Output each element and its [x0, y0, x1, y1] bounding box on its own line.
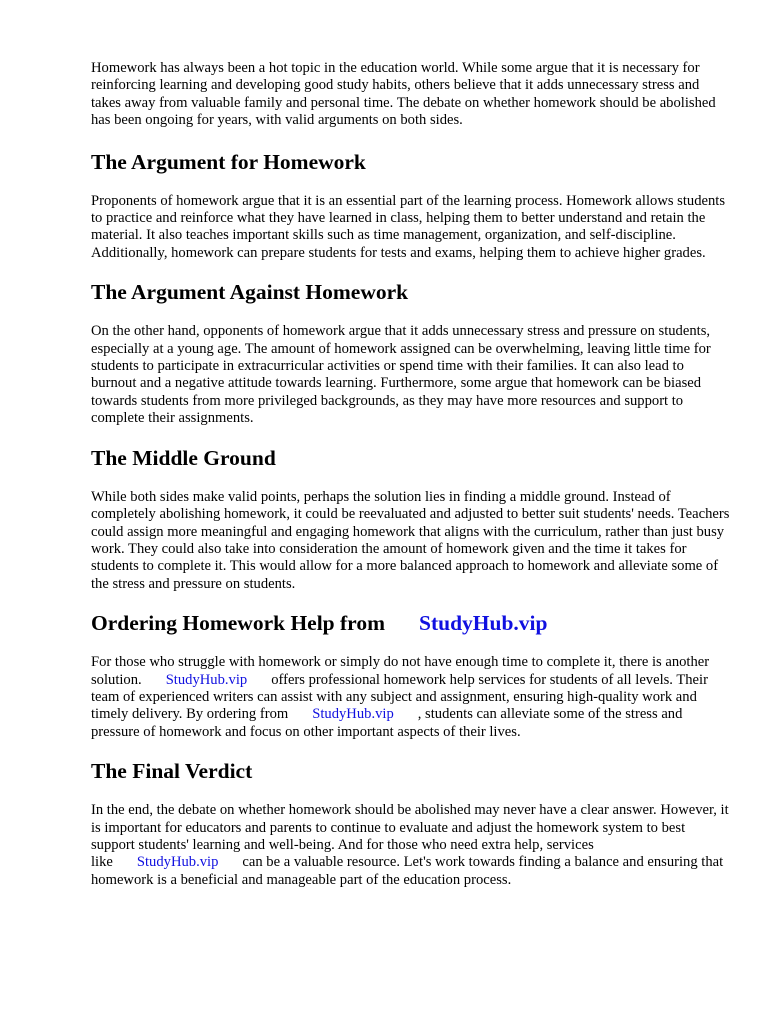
- heading-middle-ground: The Middle Ground: [91, 445, 276, 470]
- heading-final-verdict: The Final Verdict: [91, 759, 253, 784]
- ordering-text-part1: For those who struggle with homework or simply do not have enough time to complete it, there is another solution.: [91, 654, 710, 688]
- heading-argument-for: The Argument for Homework: [91, 149, 366, 174]
- intro-paragraph: Homework has always been a hot topic in the education world. While some argue that it is necessary for reinforcing learning and developing good study habits, others believe that it adds unnecessary stress and takes away from valuable family and personal time. The debate on whether homework should be abolished has been ongoing for years, with valid arguments on both sides.: [91, 60, 716, 129]
- paragraph-argument-for: Proponents of homework argue that it is an essential part of the learning process. Homework allows students to practice and reinforce what they have learned in class, helping them to better understand and retain the material. It also teaches important skills such as time management, organization, and self-discipline. Additionally, homework can prepare students for tests and exams, helping them to achieve higher grades.: [91, 192, 726, 261]
- heading-argument-against: The Argument Against Homework: [91, 280, 409, 305]
- ordering-text-part2: offers professional homework help services for students of all levels. Their team of experienced writers can assist with any subject and assignment, ensuring high-quality work and timely delivery. By ordering from: [91, 671, 708, 723]
- heading-ordering-text: Ordering Homework Help from: [91, 611, 385, 636]
- heading-ordering-help: [91, 610, 731, 636]
- verdict-text-part1: In the end, the debate on whether homework should be abolished may never have a clear answer. However, it is important for educators and parents to continue to evaluate and adjust the homework system to best support students' learning and well-being. And for those who need extra help, services like: [91, 802, 729, 871]
- paragraph-middle-ground: While both sides make valid points, perhaps the solution lies in finding a middle ground. Instead of completely abolishing homework, it could be reevaluated and adjusted to better suit students' needs. Teachers could assign more meaningful and engaging homework that aligns with the curriculum, rather than just busy work. They could also take into consideration the amount of homework given and the time it takes for students to complete it. This would allow for a more balanced approach to homework and alleviate some of the stress and pressure on students.: [91, 488, 730, 592]
- studyhub-link-1[interactable]: StudyHub.vip: [165, 671, 248, 688]
- studyhub-link-3[interactable]: StudyHub.vip: [136, 854, 219, 871]
- verdict-text-part2: can be a valuable resource. Let's work towards finding a balance and ensuring that homework is a beneficial and manageable part of the education process.: [91, 854, 724, 888]
- paragraph-final-verdict: [91, 802, 731, 889]
- studyhub-link-2[interactable]: StudyHub.vip: [312, 706, 394, 723]
- studyhub-heading-link[interactable]: StudyHub.vip: [419, 611, 548, 636]
- document-page: [91, 60, 731, 889]
- paragraph-ordering-help: [91, 654, 731, 741]
- paragraph-argument-against: On the other hand, opponents of homework argue that it adds unnecessary stress and pressure on students, especially at a young age. The amount of homework assigned can be overwhelming, leaving little time for students to participate in extracurricular activities or spend time with their families. It can also lead to burnout and a negative attitude towards learning. Furthermore, some argue that homework can be biased towards students from more privileged backgrounds, as they may have more resources and support to complete their assignments.: [91, 323, 711, 427]
- ordering-text-part3: , students can alleviate some of the stress and pressure of homework and focus on other important aspects of their lives.: [91, 706, 683, 740]
